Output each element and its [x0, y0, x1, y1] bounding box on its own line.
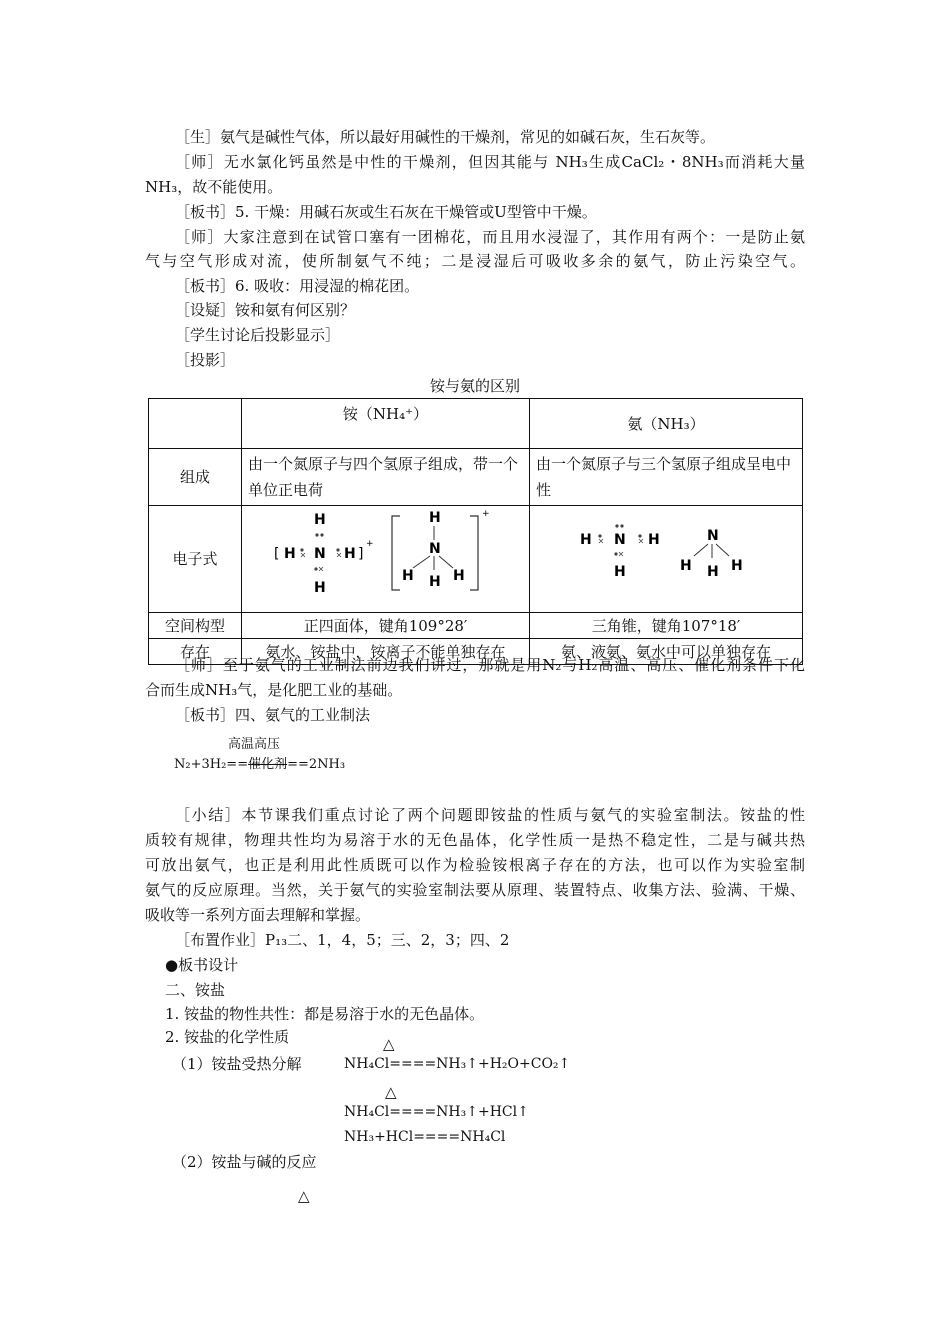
- paragraph: 合而生成NH₃气，是化肥工业的基础。: [145, 681, 403, 699]
- table-header-row: [149, 399, 803, 449]
- paragraph: ［板书］5. 干燥：用碱石灰或生石灰在干燥管或U型管中干燥。: [175, 203, 597, 221]
- paragraph: ［师］大家注意到在试管口塞有一团棉花，而且用水浸湿了，其作用有两个：一是防止氨: [175, 228, 805, 246]
- table-cell: 氨、液氨、氨水中可以单独存在: [530, 639, 803, 665]
- list-item: 2. 铵盐的化学性质: [165, 1028, 290, 1046]
- table-cell: 由一个氮原子与三个氢原子组成呈电中性: [530, 449, 803, 506]
- paragraph: 气与空气形成对流，使所制氨气不纯；二是浸湿后可吸收多余的氨气，防止污染空气。: [145, 252, 805, 270]
- header-ammonia: 氨（NH₃）: [530, 399, 803, 449]
- atom-h: H: [648, 532, 660, 548]
- row-label: 电子式: [149, 506, 242, 613]
- paragraph: ［师］无水氯化钙虽然是中性的干燥剂，但因其能与 NH₃生成CaCl₂・8NH₃而消耗大量: [175, 153, 805, 171]
- paragraph: ［板书］四、氨气的工业制法: [175, 706, 371, 724]
- atom-n: N: [707, 528, 719, 544]
- paragraph: ［生］氨气是碱性气体，所以最好用碱性的干燥剂，常见的如碱石灰，生石灰等。: [175, 128, 716, 146]
- reaction-equation: NH₄Cl====NH₃↑+H₂O+CO₂↑: [344, 1056, 571, 1072]
- list-item: （2）铵盐与碱的反应: [172, 1153, 317, 1171]
- charge: +: [366, 539, 374, 549]
- paragraph: ［小结］本节课我们重点讨论了两个问题即铵盐的性质与氨气的实验室制法。铵盐的性: [175, 806, 805, 824]
- bond-lines: [694, 544, 729, 558]
- atom-n: N: [614, 532, 626, 548]
- table-cell: 三角锥，键角107°18′: [530, 613, 803, 639]
- homework: ［布置作业］P₁₃二、1，4，5；三、2，3；四、2: [175, 931, 510, 949]
- paragraph: 氨气的反应原理。当然，关于氨气的实验室制法要从原理、装置特点、收集方法、验满、干燥、: [145, 881, 805, 899]
- table-title: 铵与氨的区别: [429, 377, 520, 395]
- row-label: 组成: [149, 449, 242, 506]
- atom-h: H: [680, 558, 692, 574]
- atom-h: H: [344, 546, 356, 562]
- ammonium-structure-diagram: [242, 506, 529, 604]
- atom-h: H: [284, 546, 296, 562]
- paragraph: ［设疑］铵和氨有何区别？: [175, 301, 356, 319]
- section-heading: 二、铵盐: [165, 981, 226, 999]
- atom-h: H: [429, 510, 441, 526]
- reaction-condition-bottom: 催化剂: [248, 757, 288, 772]
- table-cell: 氨水、铵盐中，铵离子不能单独存在: [242, 639, 530, 665]
- list-item: 1. 铵盐的物性共性：都是易溶于水的无色晶体。: [165, 1005, 485, 1023]
- table-row: [149, 613, 803, 639]
- table-cell: [149, 399, 242, 449]
- synthesis-equation: [174, 756, 345, 774]
- list-item: （1）铵盐受热分解: [172, 1055, 302, 1073]
- atom-h: H: [707, 564, 719, 580]
- ammonia-electron-formula: [530, 506, 803, 613]
- section-heading: ●板书设计: [165, 956, 239, 974]
- paragraph: 可放出氨气，也正是利用此性质既可以作为检验铵根离子存在的方法，也可以作为实验室制: [145, 856, 805, 874]
- ammonium-electron-formula: [242, 506, 530, 613]
- paragraph: ［学生讨论后投影显示］: [175, 326, 341, 344]
- paragraph: ［师］至于氨气的工业制法前边我们讲过，那就是用N₂与H₂高温、高压、催化剂条件下化: [175, 656, 805, 674]
- ammonia-structure-diagram: [530, 506, 802, 604]
- table-row: [149, 449, 803, 506]
- paragraph: 质较有规律，物理共性均为易溶于水的无色晶体，化学性质一是热不稳定性，二是与碱共热: [145, 831, 805, 849]
- paragraph: 吸收等一系列方面去理解和掌握。: [145, 906, 371, 924]
- paragraph: ［投影］: [175, 351, 236, 369]
- bracket-right: ]: [358, 546, 364, 562]
- atom-n: N: [429, 541, 441, 557]
- row-label: 存在: [149, 639, 242, 665]
- header-ammonium: 铵（NH₄⁺）: [242, 399, 530, 449]
- bracket-left: [: [274, 546, 280, 562]
- reaction-condition-top: 高温高压: [228, 737, 281, 752]
- atom-h: H: [314, 512, 326, 528]
- charge: +: [482, 509, 490, 519]
- paragraph: NH₃，故不能使用。: [145, 178, 283, 196]
- heat-symbol: △: [383, 1035, 395, 1053]
- heat-symbol: △: [298, 1187, 310, 1205]
- atom-h: H: [429, 574, 441, 590]
- atom-h: H: [580, 532, 592, 548]
- table-cell: 由一个氮原子与四个氢原子组成，带一个单位正电荷: [242, 449, 530, 506]
- table-row: [149, 506, 803, 613]
- table-cell: 正四面体，键角109°28′: [242, 613, 530, 639]
- row-label: 空间构型: [149, 613, 242, 639]
- synthesis-equation-left: N₂+3H₂==: [174, 757, 249, 772]
- heat-symbol: △: [385, 1083, 397, 1101]
- atom-h: H: [453, 568, 465, 584]
- atom-h: H: [402, 568, 414, 584]
- reaction-equation: NH₄Cl====NH₃↑+HCl↑: [344, 1104, 529, 1120]
- comparison-table: [148, 398, 803, 665]
- atom-h: H: [614, 564, 626, 580]
- synthesis-equation-right: ==2NH₃: [287, 757, 346, 772]
- atom-n: N: [314, 546, 326, 562]
- paragraph: ［板书］6. 吸收：用浸湿的棉花团。: [175, 277, 420, 295]
- atom-h: H: [314, 580, 326, 596]
- atom-h: H: [731, 558, 743, 574]
- reaction-equation: NH₃+HCl====NH₄Cl: [344, 1129, 506, 1145]
